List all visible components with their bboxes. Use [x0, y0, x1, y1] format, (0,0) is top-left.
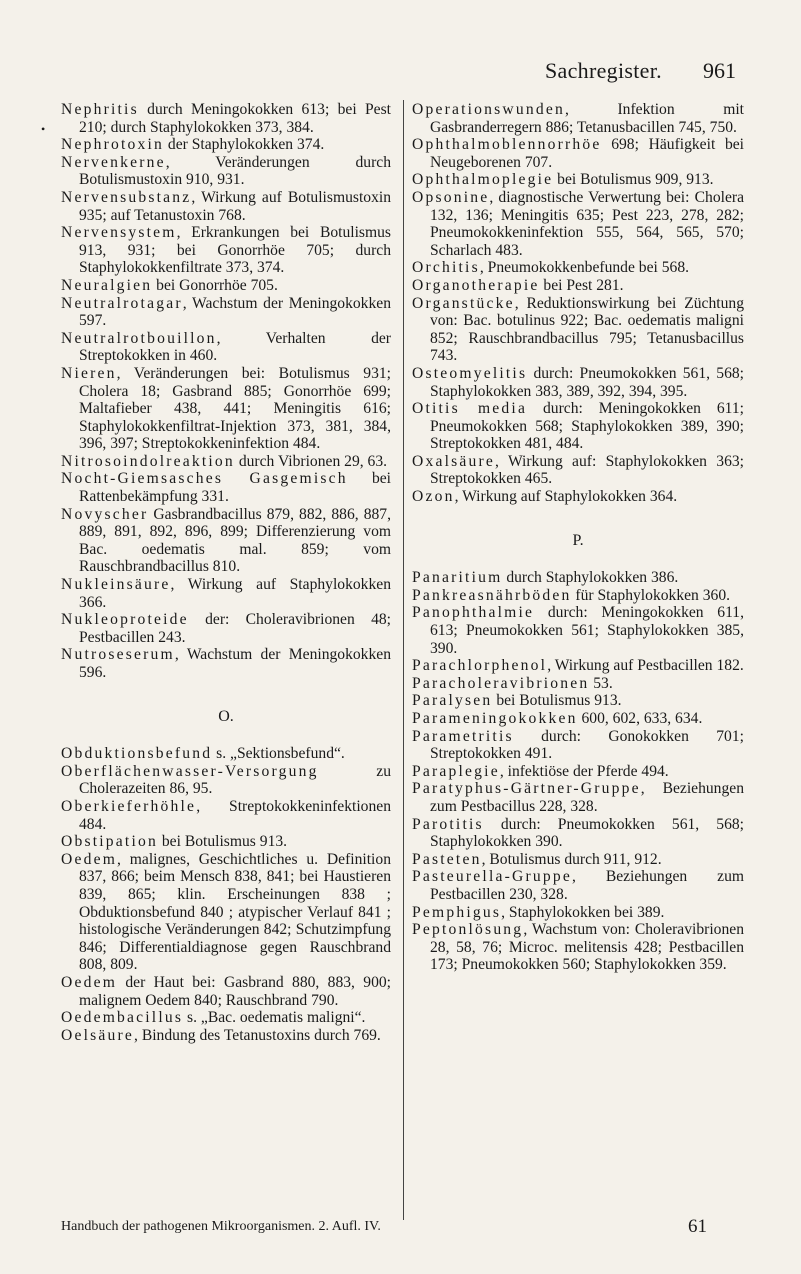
entry-text: der: Choleravibrionen 48; Pestbacillen 243.	[79, 611, 391, 646]
entry-keyword: Oedembacillus	[61, 1009, 184, 1027]
entry-keyword: Neutralrotbouillon	[61, 329, 217, 347]
entry-keyword: Otitis media	[412, 400, 528, 418]
entry-text: , infektiöse der Pferde 494.	[499, 762, 669, 780]
index-entry	[412, 171, 744, 189]
entry-text: , Reduktionswirkung bei Züchtung von: Bac. botulinus 922; Bac. oedematis maligni 852; Rauschbrandbacillus 795; Tetanusbacillus 743.	[430, 294, 744, 365]
entry-keyword: Ophthalmoblennorrhöe	[412, 136, 602, 154]
entry-keyword: Obduktionsbefund	[61, 745, 213, 763]
index-entry	[61, 295, 391, 330]
entry-keyword: Organstücke	[412, 294, 515, 312]
entry-text: 53.	[589, 674, 613, 692]
index-entry	[61, 1009, 391, 1027]
entry-keyword: Nukleinsäure	[61, 576, 171, 594]
entries-o-continued	[412, 101, 744, 506]
entry-text: , Botulismus durch 911, 912.	[481, 850, 662, 868]
index-entry	[412, 780, 744, 815]
index-entry	[412, 868, 744, 903]
entry-keyword: Parachlorphenol	[412, 657, 548, 675]
entry-keyword: Nervenkerne	[61, 153, 166, 171]
index-entry	[61, 833, 391, 851]
entry-text: zu Cholerazeiten 86, 95.	[79, 762, 391, 798]
entry-keyword: Parameningokokken	[412, 710, 578, 727]
index-entry	[412, 657, 744, 675]
entry-keyword: Organotherapie	[412, 276, 540, 294]
entry-text: 698; Häufigkeit bei Neugeborenen 707.	[430, 136, 744, 171]
entry-text: , Wachstum der Meningokokken 597.	[79, 294, 391, 330]
entry-text: , Staphylokokken bei 389.	[501, 903, 665, 921]
index-entry	[61, 974, 391, 1009]
entry-text: bei Gonorrhöe 705.	[152, 276, 278, 294]
index-entry	[412, 569, 744, 587]
entry-keyword: Panaritium	[412, 569, 503, 587]
entry-keyword: Nervensystem	[61, 224, 177, 242]
signature-mark: 61	[688, 1216, 707, 1237]
entry-keyword: Novyscher	[61, 505, 149, 523]
index-entry	[61, 277, 391, 295]
index-entry	[412, 488, 744, 506]
index-entry	[412, 277, 744, 295]
entry-keyword: Oxalsäure	[412, 452, 496, 470]
entry-text: bei Pest 281.	[539, 276, 624, 294]
entry-text: durch Vibrionen 29, 63.	[234, 452, 388, 470]
entry-text: bei Botulismus 909, 913.	[553, 171, 714, 189]
page-title: Sachregister.	[545, 58, 662, 83]
entry-keyword: Oberflächenwasser-Versorgung	[61, 762, 319, 780]
entry-text: durch: Pneumokokken 561, 568; Staphylokokken 390.	[430, 815, 744, 851]
entry-text: der Staphylokokken 374.	[164, 136, 325, 154]
entry-text: , Wirkung auf: Staphylokokken 363; Streptokokken 465.	[430, 452, 744, 488]
entry-text: Gasbrandbacillus 879, 882, 886, 887, 889, 891, 892, 896, 899; Differenzierung vom Bac. oedematis mal. 859; vom Rauschbrandbacillus 810.	[79, 505, 391, 576]
entry-keyword: Panophthalmie	[412, 604, 535, 622]
entry-text: , diagnostische Verwertung bei: Cholera 132, 136; Meningitis 635; Pest 223, 278, 282; Pneumokokkeninfektion 555, 564, 565, 570; Scharlach 483.	[430, 188, 744, 259]
entry-keyword: Parotitis	[412, 815, 484, 833]
entry-keyword: Peptonlösung	[412, 921, 524, 939]
entry-text: der Haut bei: Gasbrand 880, 883, 900; malignem Oedem 840; Rauschbrand 790.	[79, 973, 391, 1009]
entry-text: , Erkrankungen bei Botulismus 913, 931; bei Gonorrhöe 705; durch Staphylokokkenfiltrate 373, 374.	[79, 224, 391, 277]
index-entry	[412, 295, 744, 365]
section-heading-p: P.	[572, 531, 584, 549]
entry-text: , Beziehungen zum Pestbacillus 228, 328.	[430, 780, 744, 815]
entry-text: , Wirkung auf Pestbacillen 182.	[547, 657, 744, 675]
column-divider	[403, 100, 404, 1220]
entry-keyword: Orchitis	[412, 259, 480, 277]
entry-text: durch: Pneumokokken 561, 568; Staphylokokken 383, 389, 392, 394, 395.	[430, 364, 744, 400]
index-entry	[412, 587, 744, 605]
entries-o	[61, 745, 391, 1044]
index-entry	[61, 453, 391, 471]
index-entry	[412, 851, 744, 869]
entry-keyword: Nephrotoxin	[61, 136, 165, 154]
index-entry	[61, 506, 391, 576]
entry-text: , Beziehungen zum Pestbacillen 230, 328.	[430, 868, 744, 903]
entry-keyword: Neutralrotagar	[61, 294, 183, 312]
entry-text: , Wirkung auf Botulismustoxin 935; auf Tetanustoxin 768.	[79, 188, 391, 224]
entry-text: , Bindung des Tetanustoxins durch 769.	[134, 1026, 381, 1044]
entry-text: , malignes, Geschichtliches u. Definition 837, 866; beim Mensch 838, 841; bei Haustieren 839, 865; klin. Erscheinungen 838 ; Obduktionsbefund 840 ; atypischer Verlauf 841 ; histologische Veränderungen 842; Schutzimpfung 846; Differentialdiagnose gegen Rauschbrand 808, 809.	[79, 850, 391, 974]
index-entry	[61, 745, 391, 763]
index-entry	[61, 611, 391, 646]
index-entry	[61, 576, 391, 611]
entry-keyword: Paraplegie	[412, 762, 500, 780]
entry-text: durch: Meningokokken 611, 613; Pneumokokken 561; Staphylokokken 385, 390.	[430, 604, 744, 657]
entry-text: durch: Gonokokken 701; Streptokokken 491.	[430, 727, 744, 763]
index-entry	[412, 453, 744, 488]
index-entry	[412, 904, 744, 922]
index-entry	[412, 692, 744, 710]
entry-text: , Wirkung auf Staphylokokken 366.	[79, 576, 391, 611]
entry-keyword: Nutroseserum	[61, 646, 175, 664]
entry-text: 600, 602, 633, 634.	[577, 710, 703, 727]
entry-text: , Pneumokokkenbefunde bei 568.	[479, 259, 690, 277]
index-entry	[412, 710, 744, 728]
entry-text: , Veränderungen durch Botulismustoxin 910, 931.	[79, 153, 391, 189]
entry-keyword: Oedem	[61, 973, 118, 991]
entry-text: bei Botulismus 913.	[157, 833, 288, 851]
index-entry	[412, 400, 744, 453]
entry-keyword: Neuralgien	[61, 276, 153, 294]
entries-p	[412, 569, 744, 974]
index-entry	[412, 763, 744, 781]
index-entry	[61, 136, 391, 154]
index-entry	[412, 136, 744, 171]
entry-text: , Verhalten der Streptokokken in 460.	[79, 329, 391, 365]
index-entry	[61, 851, 391, 974]
right-column	[412, 101, 744, 974]
entry-text: , Wachstum von: Choleravibrionen 28, 58, 76; Microc. melitensis 428; Pestbacillen 173; Pneumokokken 560; Staphylokokken 359.	[430, 921, 744, 974]
entry-keyword: Nephritis	[61, 101, 139, 118]
left-column	[61, 101, 391, 1044]
page-number: 961	[703, 58, 736, 83]
entry-text: , Streptokokkeninfektionen 484.	[79, 797, 391, 833]
entry-text: , Infektion mit Gasbranderregern 886; Tetanusbacillen 745, 750.	[430, 101, 744, 136]
index-entry	[412, 604, 744, 657]
index-entry	[61, 763, 391, 798]
entry-keyword: Nocht-Giemsasches Gasgemisch	[61, 470, 348, 488]
index-entry	[61, 798, 391, 833]
entries-n	[61, 101, 391, 682]
entry-keyword: Nitrosoindolreaktion	[61, 452, 235, 470]
page-footer	[61, 1216, 761, 1237]
entry-keyword: Nervensubstanz	[61, 188, 192, 206]
entry-keyword: Obstipation	[61, 833, 158, 851]
index-entry	[61, 365, 391, 453]
entry-keyword: Operationswunden	[412, 101, 565, 118]
index-entry	[412, 189, 744, 259]
entry-keyword: Ophthalmoplegie	[412, 171, 554, 189]
margin-bullet-icon: •	[41, 122, 46, 136]
page-header	[0, 0, 801, 105]
entry-keyword: Oelsäure	[61, 1026, 135, 1044]
entry-text: s. „Sektionsbefund“.	[212, 745, 345, 763]
index-entry	[61, 189, 391, 224]
index-entry	[412, 101, 744, 136]
index-entry	[61, 224, 391, 277]
entry-keyword: Pankreasnährböden	[412, 586, 572, 604]
entry-keyword: Paralysen	[412, 692, 493, 710]
entry-keyword: Opsonine	[412, 188, 490, 206]
entry-keyword: Pemphigus	[412, 903, 502, 921]
entry-text: bei Rattenbekämpfung 331.	[79, 470, 391, 506]
entry-keyword: Oberkieferhöhle	[61, 797, 197, 815]
entry-keyword: Osteomyelitis	[412, 364, 528, 382]
entry-keyword: Ozon	[412, 488, 455, 506]
entry-text: , Wachstum der Meningokokken 596.	[79, 646, 391, 681]
entry-text: bei Botulismus 913.	[492, 692, 622, 710]
entry-keyword: Nukleoproteide	[61, 611, 189, 629]
index-entry	[412, 816, 744, 851]
footer-text: Handbuch der pathogenen Mikroorganismen. 2. Aufl. IV.	[61, 1219, 381, 1234]
entry-text: s. „Bac. oedematis maligni“.	[183, 1009, 366, 1027]
index-entry	[61, 330, 391, 365]
entry-text: für Staphylokokken 360.	[571, 586, 731, 604]
index-entry	[61, 646, 391, 681]
entry-text: , Wirkung auf Staphylokokken 364.	[454, 488, 678, 506]
entry-keyword: Pasteurella-Gruppe	[412, 868, 572, 886]
index-entry	[61, 1027, 391, 1045]
entry-keyword: Parametritis	[412, 727, 514, 745]
index-entry	[61, 154, 391, 189]
index-entry	[412, 259, 744, 277]
entry-keyword: Nieren	[61, 364, 117, 382]
entry-text: , Veränderungen bei: Botulismus 931; Cholera 18; Gasbrand 885; Gonorrhöe 699; Maltafieber 438, 441; Meningitis 616; Staphylokokkenfiltrat-Injektion 373, 381, 384, 396, 397; Streptokokkeninfektion 484.	[79, 364, 391, 453]
index-entry	[61, 101, 391, 136]
entry-keyword: Pasteten	[412, 850, 482, 868]
entry-text: durch Meningokokken 613; bei Pest 210; durch Staphylokokken 373, 384.	[79, 101, 391, 136]
index-entry	[412, 921, 744, 974]
index-entry	[61, 470, 391, 505]
entry-text: durch: Meningokokken 611; Pneumokokken 568; Staphylokokken 389, 390; Streptokokken 481, 484.	[430, 400, 745, 453]
entry-text: durch Staphylokokken 386.	[502, 569, 679, 587]
entry-keyword: Oedem	[61, 850, 118, 868]
index-entry	[412, 675, 744, 693]
entry-keyword: Paracholeravibrionen	[412, 674, 590, 692]
index-entry	[412, 365, 744, 400]
entry-keyword: Paratyphus-Gärtner-Gruppe	[412, 780, 641, 798]
index-entry	[412, 728, 744, 763]
section-heading-o: O.	[218, 707, 234, 725]
